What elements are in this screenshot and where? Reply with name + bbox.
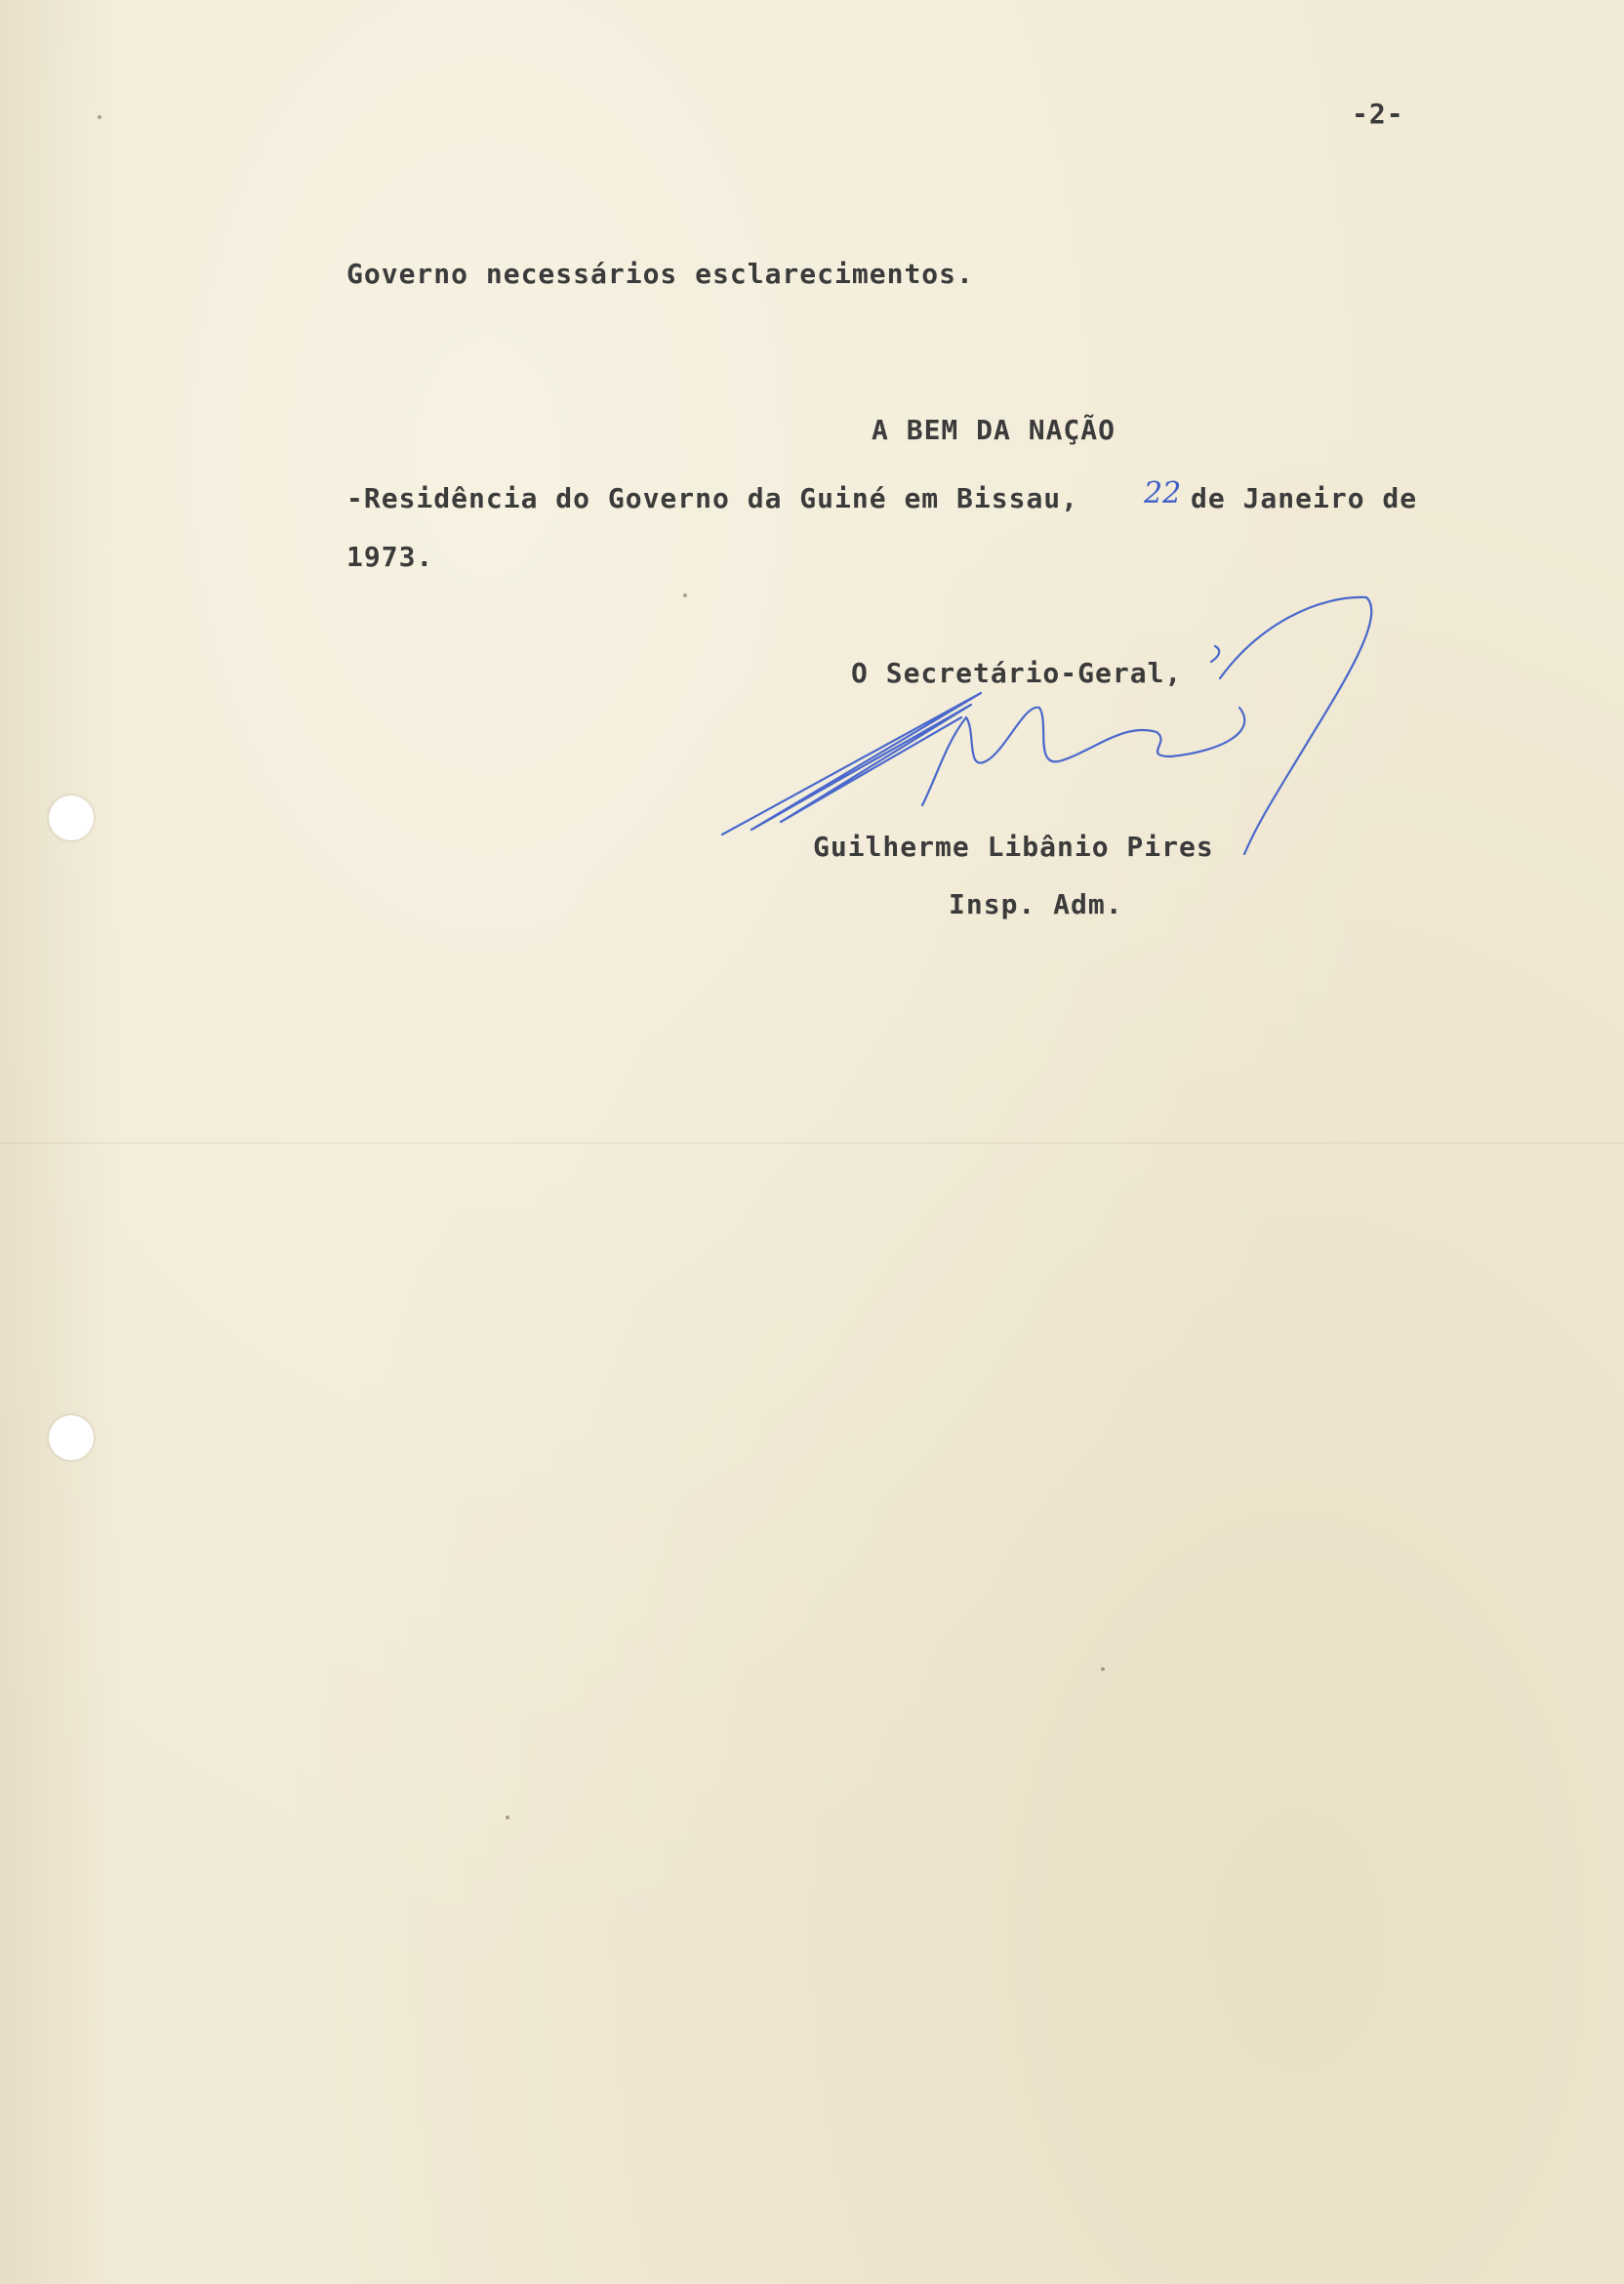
body-text-line: Governo necessários esclarecimentos. <box>346 258 974 290</box>
year-line: 1973. <box>346 541 434 573</box>
signatory-title: O Secretário-Geral, <box>851 657 1183 689</box>
paper-speck <box>506 1815 509 1819</box>
paper-speck <box>683 593 687 597</box>
paper-speck <box>1101 1667 1105 1671</box>
signatory-name: Guilherme Libânio Pires <box>813 831 1214 863</box>
signatory-rank: Insp. Adm. <box>949 888 1123 920</box>
punch-hole-upper <box>49 795 94 840</box>
page-number: -2- <box>1352 98 1404 130</box>
paper-speck <box>98 115 102 119</box>
punch-hole-lower <box>49 1415 94 1460</box>
place-date-line-prefix: -Residência do Governo da Guiné em Bissau, <box>346 482 1079 514</box>
closing-formula: A BEM DA NAÇÃO <box>872 414 1116 446</box>
place-date-line-suffix: de Janeiro de <box>1191 482 1418 514</box>
handwritten-day: 22 <box>1144 476 1182 510</box>
handwritten-signature <box>712 586 1396 859</box>
paper-fold <box>0 1142 1624 1144</box>
